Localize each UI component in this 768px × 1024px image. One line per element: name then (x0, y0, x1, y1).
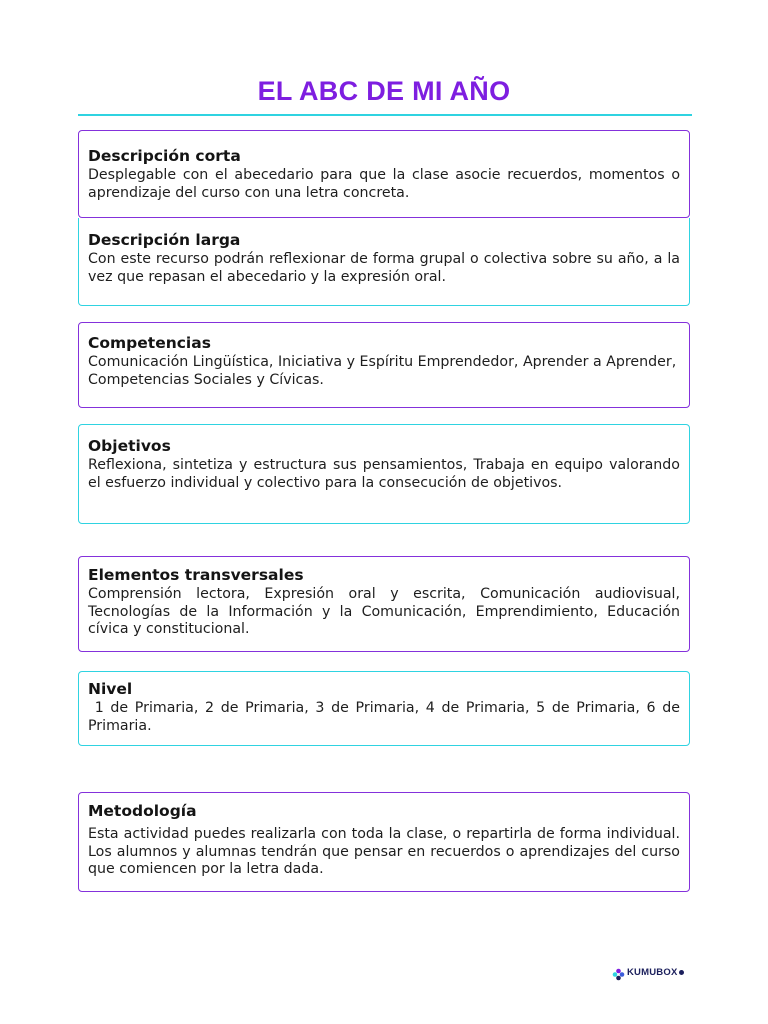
section-heading: Nivel (88, 680, 133, 698)
kumubox-logo-icon (612, 966, 625, 979)
card-elementos-transversales (78, 556, 690, 652)
page-title: EL ABC DE MI AÑO (257, 76, 511, 106)
card-competencias (78, 322, 690, 408)
title-underline (78, 114, 692, 116)
card-objetivos (78, 424, 690, 524)
section-heading: Competencias (88, 334, 211, 352)
kumubox-logo (612, 965, 684, 979)
section-body: Reflexiona, sintetiza y estructura sus pensamientos, Trabaja en equipo valorando el esfuerzo individual y colectivo para la consecución de objetivos. (88, 457, 680, 491)
section-body: 1 de Primaria, 2 de Primaria, 3 de Primaria, 4 de Primaria, 5 de Primaria, 6 de Primaria. (88, 700, 685, 734)
section-body: Desplegable con el abecedario para que la clase asocie recuerdos, momentos o aprendizaje del curso con una letra concreta. (88, 167, 680, 201)
section-body: Comprensión lectora, Expresión oral y escrita, Comunicación audiovisual, Tecnologías de la Información y la Comunicación, Emprendimiento, Educación cívica y constitucional. (88, 586, 680, 637)
card-nivel (78, 671, 690, 746)
section-body: Con este recurso podrán reflexionar de forma grupal o colectiva sobre su año, a la vez que repasan el abecedario y la expresión oral. (88, 251, 680, 285)
card-metodologia (78, 792, 690, 892)
section-heading: Descripción corta (88, 147, 241, 165)
section-heading: Metodología (88, 802, 197, 820)
section-body: Esta actividad puedes realizarla con toda la clase, o repartirla de forma individual. Los alumnos y alumnas tendrán que pensar en recuerdos o aprendizajes del curso que comiencen por la letra dada. (88, 826, 680, 877)
card-descripcion-larga (78, 218, 690, 306)
kumubox-logo-text: KUMUBOX (627, 966, 678, 978)
section-heading: Objetivos (88, 437, 171, 455)
section-body: Comunicación Lingüística, Iniciativa y Espíritu Emprendedor, Aprender a Aprender, Competencias Sociales y Cívicas. (88, 354, 677, 388)
section-heading: Descripción larga (88, 231, 241, 249)
card-descripcion-corta (78, 130, 690, 218)
registered-mark-icon (679, 970, 684, 975)
section-heading: Elementos transversales (88, 566, 304, 584)
